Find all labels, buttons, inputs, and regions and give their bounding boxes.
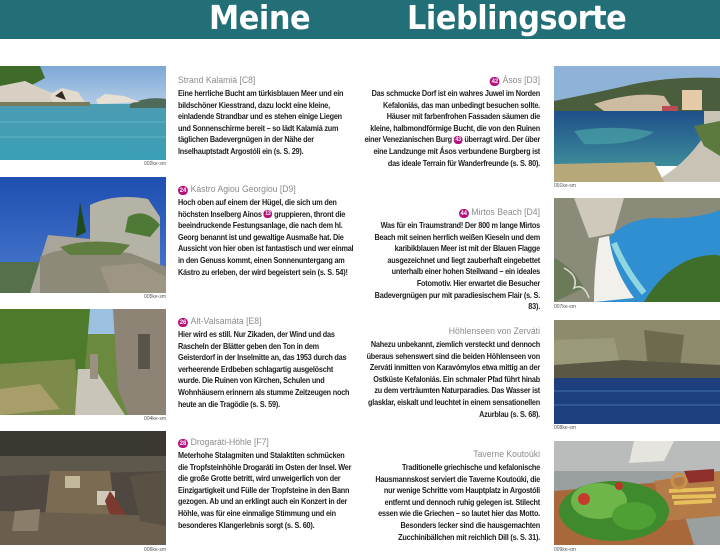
entry-title-text: Strand Kalamiá [C8] xyxy=(178,75,256,86)
photo-strand-kalamia xyxy=(0,66,166,160)
photo-credit: 007ke-sm xyxy=(554,304,576,310)
page-title-word-1: Meine xyxy=(209,0,311,37)
entry-body: Traditionelle griechische und kefalonische Hausmannskost serviert die Taverne Koutoúki, die nur wenige Schritte vom Hauptplatz in Argostóli entfernt und dennoch ruhig gelegen ist. Stilecht essen wie die Griechen – so lautet hier das Motto. Besonders lecker sind die hausgemachten Zucchinibällchen mit reichlich Dill (s. S. 31). xyxy=(375,462,540,542)
photo-alt-valsamata xyxy=(0,309,166,415)
entry-body: Eine herrliche Bucht am türkisblauen Meer und ein bildschöner Kiesstrand, dazu lockt eine kleine, einladende Strandbar und es stehen einige Liegen und Sonnenschirme bereit – so lädt Kalamiá zum täglichen Badevergnügen in der Nähe der Inselhauptstadt Argostóli ein (s. S. 29). xyxy=(178,88,344,156)
entry-title-text: Taverne Koutoúki xyxy=(473,449,540,460)
entry-title xyxy=(382,207,540,219)
photo-credit: 006ke-sm xyxy=(144,547,166,553)
location-number-badge: 26 xyxy=(179,318,187,326)
location-number-badge: 24 xyxy=(179,186,187,194)
entry-body-part-1: Das schmucke Dorf ist ein wahres Juwel im Norden Kefaloniás, das man unbedingt besuchen sollte. Häuser mit farbenfrohen Fassaden säumen die kleine, halbmondförmige Bucht, die von den Ruinen einer Venezianischen Burg xyxy=(364,88,540,145)
page-title-word-2: Lieblingsorte xyxy=(407,0,627,37)
entry-body: Was für ein Traumstrand! Der 800 m lange Mirtos Beach mit seinen herrlich weißen Kieseln und dem karibikblauen Meer ist mit der Blauen Flagge ausgezeichnet und liegt zauberhaft eingebettet unterhalb einer hohen Steilwand – ein ideales Fotomotiv. Hier erwartet die Besucher Badevergnügen pur mit paradiesischem Flair (s. S. 83). xyxy=(374,220,540,312)
entry-title xyxy=(382,326,540,338)
photo-kastro-agiou-georgiou xyxy=(0,177,166,293)
photo-credit: 004ke-sm xyxy=(144,416,166,422)
entry-title-text: Ásos [D3] xyxy=(502,75,540,86)
entry-body: Meterhohe Stalagmiten und Stalaktiten schmücken die Tropfsteinhöhle Drogaráti im Osten der Insel. Wer die große Grotte betritt, wird unweigerlich von der Einzigartigkeit und Fülle der Tropfsteine in den Bann gezogen. Ab und an erklingt auch ein Konzert in der Höhle, was für eine einmalige Stimmung und ein besonderes Klangerlebnis sorgt (s. S. 60). xyxy=(178,450,352,530)
photo-credit: 002ke-sm xyxy=(144,161,166,167)
photo-credit: 005ke-sm xyxy=(144,294,166,300)
entry-body-part-2: gruppieren, thront die beeindruckende Festungsanlage, die nach dem hl. Georg benannt ist und gewaltige Ausmaße hat. Die Aussicht von hier oben ist fantastisch und wer einmal in den Genuss kommt, einen Sonnenuntergang am Kástro zu erleben, der wird begeistert sein (s. S. 54)! xyxy=(178,208,354,277)
entry-title-text: Alt-Valsamáta [E8] xyxy=(190,316,262,327)
photo-hoehlenseen-zervati xyxy=(554,320,720,424)
entry-body-part-2: überragt wird. Der über eine Landzunge mit Ásos verbundene Burgberg ist das ideale Terrain für Wanderfreunde (s. S. 80). xyxy=(373,134,540,168)
entry-title xyxy=(178,316,336,328)
location-number-badge: 13 xyxy=(265,211,271,218)
entry-body: Nahezu unbekannt, ziemlich versteckt und dennoch überaus sehenswert sind die beiden Höhlenseen von Zerváti inmitten von Karavómylos etwa mittig an der Ostküste Kefaloniás. Ein schmaler Pfad führt hinab zu dem verträumten Naturparadies. Das Wasser ist glasklar, eiskalt und leuchtet in einem sensationellen Azurblau (s. S. 68). xyxy=(366,339,540,419)
entry-alt-valsamata xyxy=(178,316,354,410)
entry-asos xyxy=(364,75,540,169)
photo-mirtos-beach xyxy=(554,198,720,302)
entry-mirtos-beach xyxy=(364,207,540,313)
entry-title xyxy=(178,437,336,449)
location-number-badge: 43 xyxy=(455,137,461,144)
entry-title-text: Mirtos Beach [D4] xyxy=(471,207,540,218)
photo-credit: 091ke-sm xyxy=(554,183,576,189)
photo-asos xyxy=(554,66,720,182)
entry-body xyxy=(178,197,354,278)
entry-title-text: Drogaráti-Höhle [F7] xyxy=(190,437,269,448)
entry-title xyxy=(382,75,540,87)
entry-title-text: Höhlenseen von Zerváti xyxy=(448,326,540,337)
entry-hoehlenseen-zervati xyxy=(364,326,540,420)
entry-title xyxy=(178,184,336,196)
photo-drogarati-hoehle xyxy=(0,431,166,545)
entry-kastro-agiou-georgiou xyxy=(178,184,354,278)
location-number-badge: 44 xyxy=(460,209,467,217)
location-number-badge: 42 xyxy=(491,77,499,85)
entry-title-text: Kástro Agiou Georgiou [D9] xyxy=(190,184,296,195)
location-number-badge: 28 xyxy=(179,439,187,447)
entry-taverne-koutouki xyxy=(364,449,540,543)
entry-title xyxy=(178,75,336,87)
entry-body: Hier wird es still. Nur Zikaden, der Wind und das Rascheln der Blätter geben den Ton in dem Geisterdorf in der Inselmitte an, das 1953 durch das verheerende Erdbeben schlagartig ausgelöscht wurde. Die Ruinen von Kirchen, Schulen und Wohnhäusern erinnern als stumme Zeitzeugen noch heute an die Tragödie (s. S. 59). xyxy=(178,329,350,409)
entry-title xyxy=(382,449,540,461)
photo-taverne-koutouki xyxy=(554,441,720,545)
page-header-bar xyxy=(0,0,720,39)
entry-strand-kalamia xyxy=(178,75,354,158)
entry-drogarati-hoehle xyxy=(178,437,354,531)
photo-credit: 008ke-sm xyxy=(554,425,576,431)
photo-credit: 009ke-sm xyxy=(554,547,576,553)
entry-body-part-1: Hoch oben auf einem der Hügel, die sich um den höchsten Inselberg Ainos xyxy=(178,197,337,219)
entry-body xyxy=(364,88,540,169)
